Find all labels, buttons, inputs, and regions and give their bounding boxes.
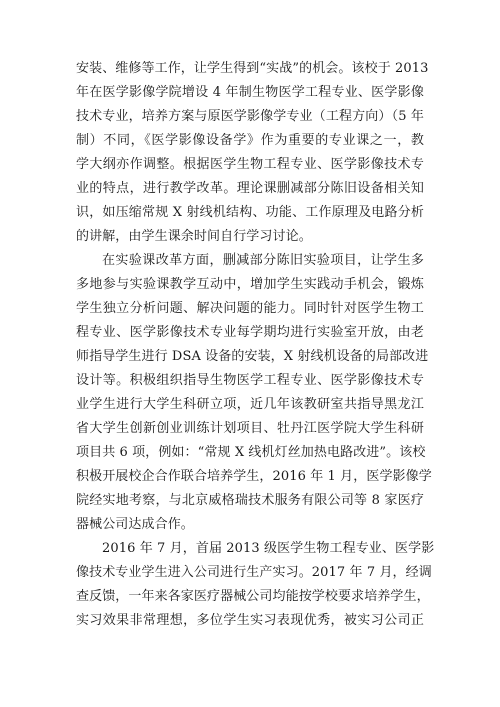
- text-line: 识，如压缩常规 X 射线机结构、功能、工作原理及电路分析: [76, 205, 424, 220]
- text-line: 制）不同，《医学影像设备学》作为重要的专业课之一，教: [76, 133, 424, 148]
- paragraph: [76, 249, 432, 537]
- text-line: 的讲解，由学生课余时间自行学习讨论。: [76, 229, 312, 244]
- text-line: 安装、维修等工作，让学生得到“实战”的机会。该校于 2013: [76, 61, 429, 76]
- paragraph: [76, 57, 429, 249]
- text-line: 实习效果非常理想，多位学生实习表现优秀，被实习公司正: [76, 613, 424, 628]
- text-line: 技术专业，培养方案与原医学影像学专业（工程方向）（5 年: [76, 109, 424, 124]
- text-line: 器械公司达成合作。: [76, 517, 194, 532]
- text-line: 省大学生创新创业训练计划项目、牡丹江医学院大学生科研: [76, 421, 424, 436]
- text-line: 2016 年 7 月，首届 2013 级医学生物工程专业、医学影: [102, 541, 435, 556]
- document-body: [76, 57, 435, 633]
- text-line: 积极开展校企合作联合培养学生，2016 年 1 月，医学影像学: [76, 469, 432, 484]
- text-line: 程专业、医学影像技术专业每学期均进行实验室开放，由老: [76, 325, 424, 340]
- text-line: 像技术专业学生进入公司进行生产实习。2017 年 7 月，经调: [76, 565, 432, 580]
- text-line: 查反馈，一年来各家医疗器械公司均能按学校要求培养学生，: [76, 589, 430, 604]
- text-line: 多地参与实验课教学互动中，增加学生实践动手机会，锻炼: [76, 277, 424, 292]
- text-line: 院经实地考察，与北京威格瑞技术服务有限公司等 8 家医疗: [76, 493, 424, 508]
- text-line: 学大纲亦作调整。根据医学生物工程专业、医学影像技术专: [76, 157, 424, 172]
- text-line: 师指导学生进行 DSA 设备的安装，X 射线机设备的局部改进: [76, 349, 429, 364]
- text-line: 在实验课改革方面，删减部分陈旧实验项目，让学生多: [102, 253, 424, 268]
- paragraph: [76, 537, 435, 633]
- text-line: 业学生进行大学生科研立项，近几年该教研室共指导黑龙江: [76, 397, 424, 412]
- text-line: 学生独立分析问题、解决问题的能力。同时针对医学生物工: [76, 301, 424, 316]
- text-line: 设计等。积极组织指导生物医学工程专业、医学影像技术专: [76, 373, 424, 388]
- text-line: 项目共 6 项，例如：“常规 X 线机灯丝加热电路改进”。该校: [76, 445, 426, 460]
- text-line: 业的特点，进行教学改革。理论课删减部分陈旧设备相关知: [76, 181, 424, 196]
- text-line: 年在医学影像学院增设 4 年制生物医学工程专业、医学影像: [76, 85, 424, 100]
